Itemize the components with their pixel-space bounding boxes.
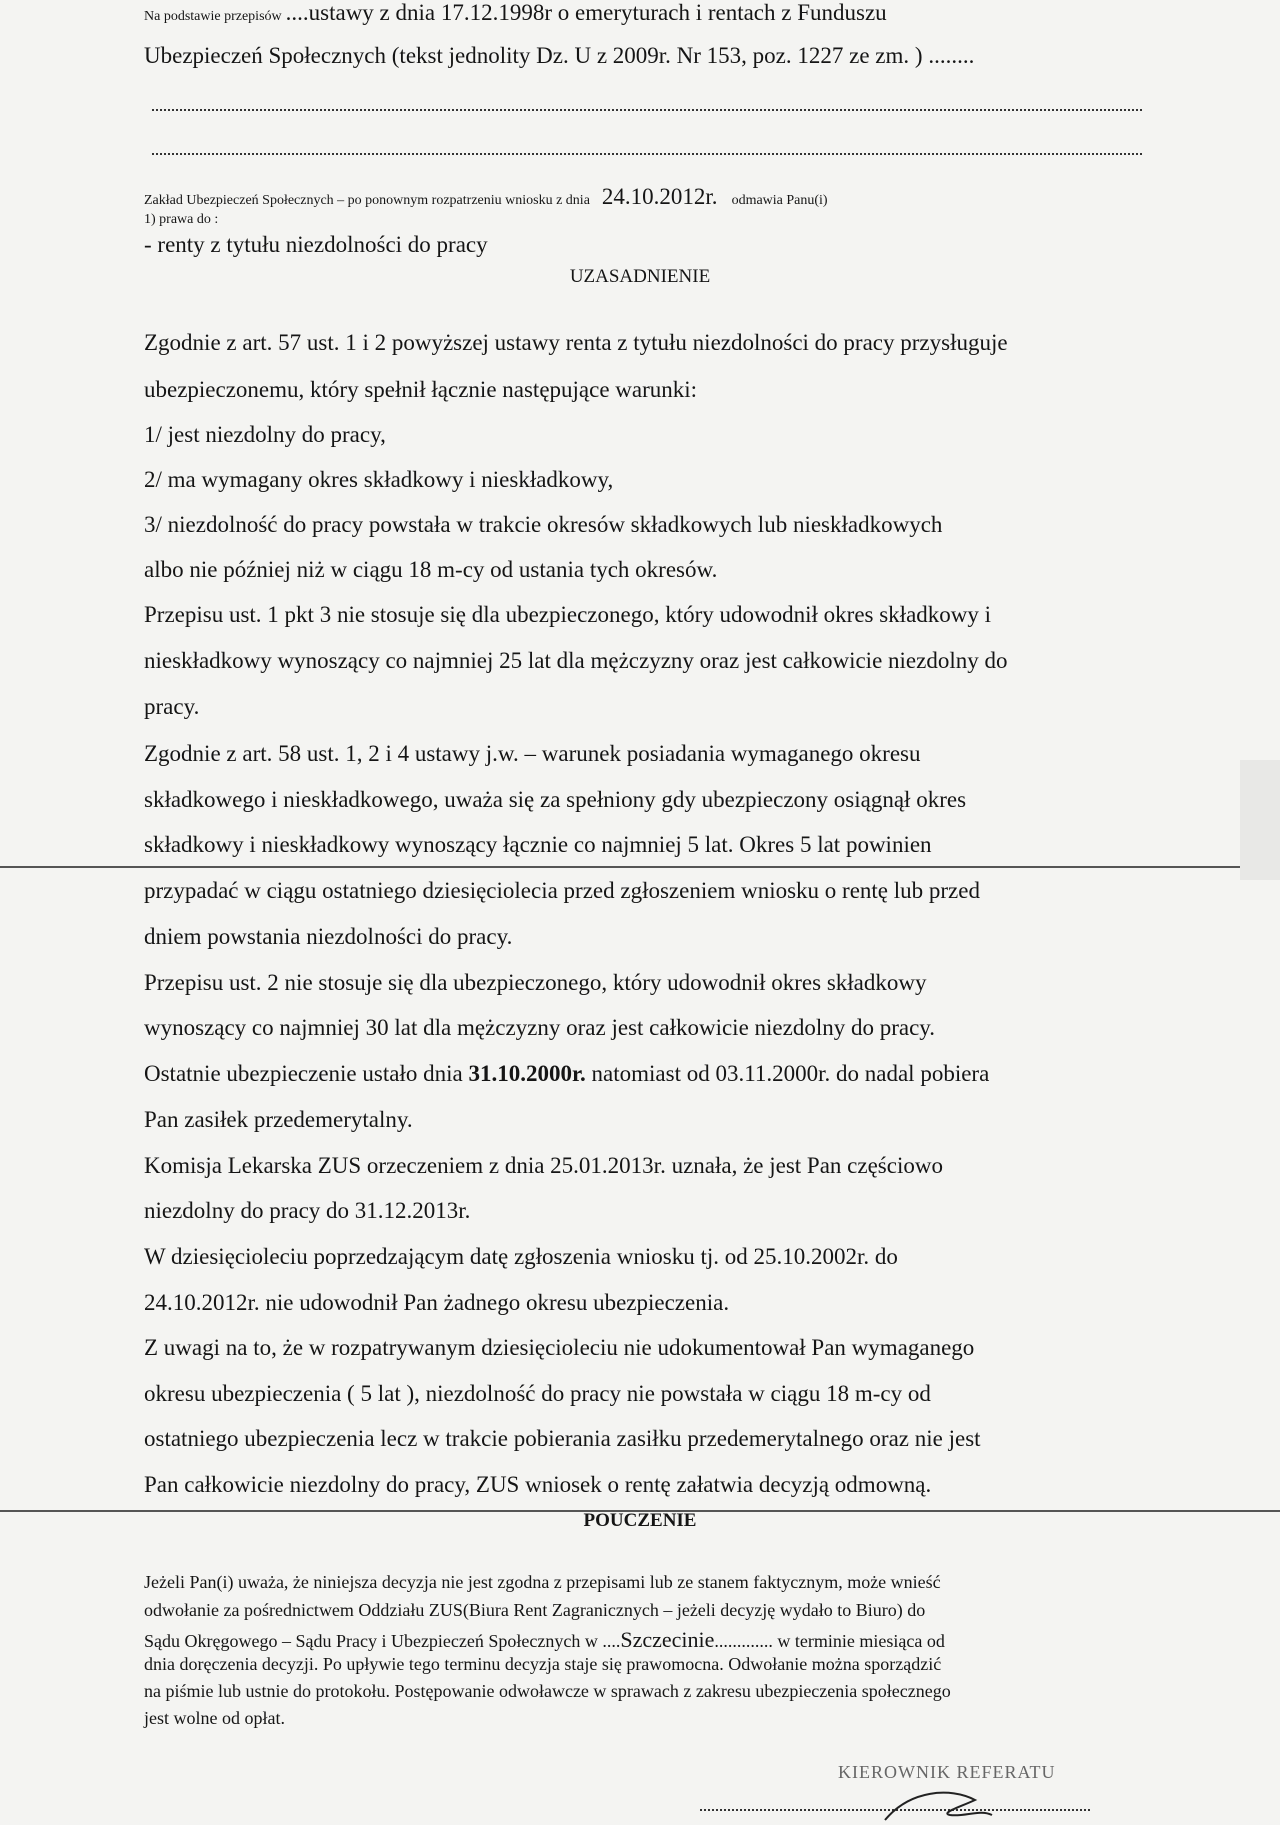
legal-basis-act: ....ustawy z dnia 17.12.1998r o emeryturach i rentach z Funduszu xyxy=(285,0,887,25)
decision-right-label: 1) prawa do : xyxy=(144,212,219,227)
decision-tail: odmawia Panu(i) xyxy=(731,193,828,208)
justification-line: Z uwagi na to, że w rozpatrywanym dziesięcioleciu nie udokumentował Pan wymaganego xyxy=(144,1335,975,1360)
signature-title: KIEROWNIK REFERATU xyxy=(838,1762,1056,1782)
instruction-line: dnia doręczenia decyzji. Po upływie tego terminu decyzja staje się prawomocna. Odwołanie można sporządzić xyxy=(144,1654,942,1674)
legal-basis-lead: Na podstawie przepisów xyxy=(144,9,282,24)
justification-line: Pan zasiłek przedemerytalny. xyxy=(144,1107,413,1132)
justification-line: dniem powstania niezdolności do pracy. xyxy=(144,924,513,949)
signature-scribble xyxy=(880,1785,1000,1825)
justification-line: wynoszący co najmniej 30 lat dla mężczyzny oraz jest całkowicie niezdolny do pracy. xyxy=(144,1015,936,1040)
justification-line: składkowego i nieskładkowego, uważa się za spełniony gdy ubezpieczony osiągnął okres xyxy=(144,787,967,812)
instruction-line: Jeżeli Pan(i) uważa, że niniejsza decyzja nie jest zgodna z przepisami lub ze stanem faktycznym, może wnieść xyxy=(144,1572,941,1592)
justification-line: Przepisu ust. 1 pkt 3 nie stosuje się dla ubezpieczonego, który udowodnił okres składkowy i xyxy=(144,602,992,627)
decision-item: - renty z tytułu niezdolności do pracy xyxy=(144,232,488,257)
instruction-heading: POUCZENIE xyxy=(583,1510,697,1531)
last-insurance-date: 31.10.2000r. xyxy=(468,1061,586,1086)
justification-line: ubezpieczonemu, który spełnił łącznie następujące warunki: xyxy=(144,377,698,402)
justification-line: pracy. xyxy=(144,694,200,719)
justification-line: składkowy i nieskładkowy wynoszący łącznie co najmniej 5 lat. Okres 5 lat powinien xyxy=(144,832,932,857)
justification-line: ostatniego ubezpieczenia lecz w trakcie pobierania zasiłku przedemerytalnego oraz nie jest xyxy=(144,1426,981,1451)
justification-line: 1/ jest niezdolny do pracy, xyxy=(144,422,386,447)
page-edge-shadow xyxy=(1240,760,1280,880)
last-insurance-post: natomiast od 03.11.2000r. do nadal pobiera xyxy=(591,1061,990,1086)
instruction-line: jest wolne od opłat. xyxy=(144,1708,285,1728)
instruction-city: Szczecinie xyxy=(620,1627,715,1652)
instruction-line: na piśmie lub ustnie do protokołu. Postępowanie odwoławcze w sprawach z zakresu ubezpieczenia społecznego xyxy=(144,1681,951,1701)
decision-date: 24.10.2012r. xyxy=(601,184,718,209)
justification-line: 24.10.2012r. nie udowodnił Pan żadnego okresu ubezpieczenia. xyxy=(144,1290,730,1315)
last-insurance-line xyxy=(144,1061,989,1087)
decision-line xyxy=(144,184,828,210)
justification-line: 3/ niezdolność do pracy powstała w trakcie okresów składkowych lub nieskładkowych xyxy=(144,512,943,537)
justification-line: albo nie później niż w ciągu 18 m-cy od ustania tych okresów. xyxy=(144,557,718,582)
dotted-line xyxy=(152,152,1142,155)
justification-line: Pan całkowicie niezdolny do pracy, ZUS wniosek o rentę załatwia decyzją odmowną. xyxy=(144,1472,932,1497)
justification-line: Zgodnie z art. 58 ust. 1, 2 i 4 ustawy j.w. – warunek posiadania wymaganego okresu xyxy=(144,741,921,766)
decision-lead: Zakład Ubezpieczeń Społecznych – po ponownym rozpatrzeniu wniosku z dnia xyxy=(144,193,590,208)
instruction-line xyxy=(144,1627,945,1653)
justification-line: okresu ubezpieczenia ( 5 lat ), niezdolność do pracy nie powstała w ciągu 18 m-cy od xyxy=(144,1381,931,1406)
justification-heading: UZASADNIENIE xyxy=(569,266,711,287)
instruction-deadline: ............. w terminie miesiąca od xyxy=(714,1631,945,1651)
justification-line: niezdolny do pracy do 31.12.2013r. xyxy=(144,1198,471,1223)
fold-line xyxy=(0,866,1280,868)
justification-line: Zgodnie z art. 57 ust. 1 i 2 powyższej ustawy renta z tytułu niezdolności do pracy przysługuje xyxy=(144,330,1008,355)
instruction-line: odwołanie za pośrednictwem Oddziału ZUS(Biura Rent Zagranicznych – jeżeli decyzję wydało to Biuro) do xyxy=(144,1600,926,1620)
dotted-line xyxy=(152,108,1142,111)
legal-basis-line-2: Ubezpieczeń Społecznych (tekst jednolity Dz. U z 2009r. Nr 153, poz. 1227 ze zm. ) ........ xyxy=(144,43,975,68)
justification-line: nieskładkowy wynoszący co najmniej 25 lat dla mężczyzny oraz jest całkowicie niezdolny do xyxy=(144,648,1008,673)
legal-basis-line-1 xyxy=(144,0,887,26)
last-insurance-pre: Ostatnie ubezpieczenie ustało dnia xyxy=(144,1061,463,1086)
justification-line: Komisja Lekarska ZUS orzeczeniem z dnia 25.01.2013r. uznała, że jest Pan częściowo xyxy=(144,1153,943,1178)
justification-line: Przepisu ust. 2 nie stosuje się dla ubezpieczonego, który udowodnił okres składkowy xyxy=(144,970,927,995)
instruction-court: Sądu Okręgowego – Sądu Pracy i Ubezpieczeń Społecznych w .... xyxy=(144,1631,621,1651)
justification-line: przypadać w ciągu ostatniego dziesięciolecia przed zgłoszeniem wniosku o rentę lub przed xyxy=(144,878,980,903)
justification-line: 2/ ma wymagany okres składkowy i nieskładkowy, xyxy=(144,467,614,492)
justification-line: W dziesięcioleciu poprzedzającym datę zgłoszenia wniosku tj. od 25.10.2002r. do xyxy=(144,1244,898,1269)
